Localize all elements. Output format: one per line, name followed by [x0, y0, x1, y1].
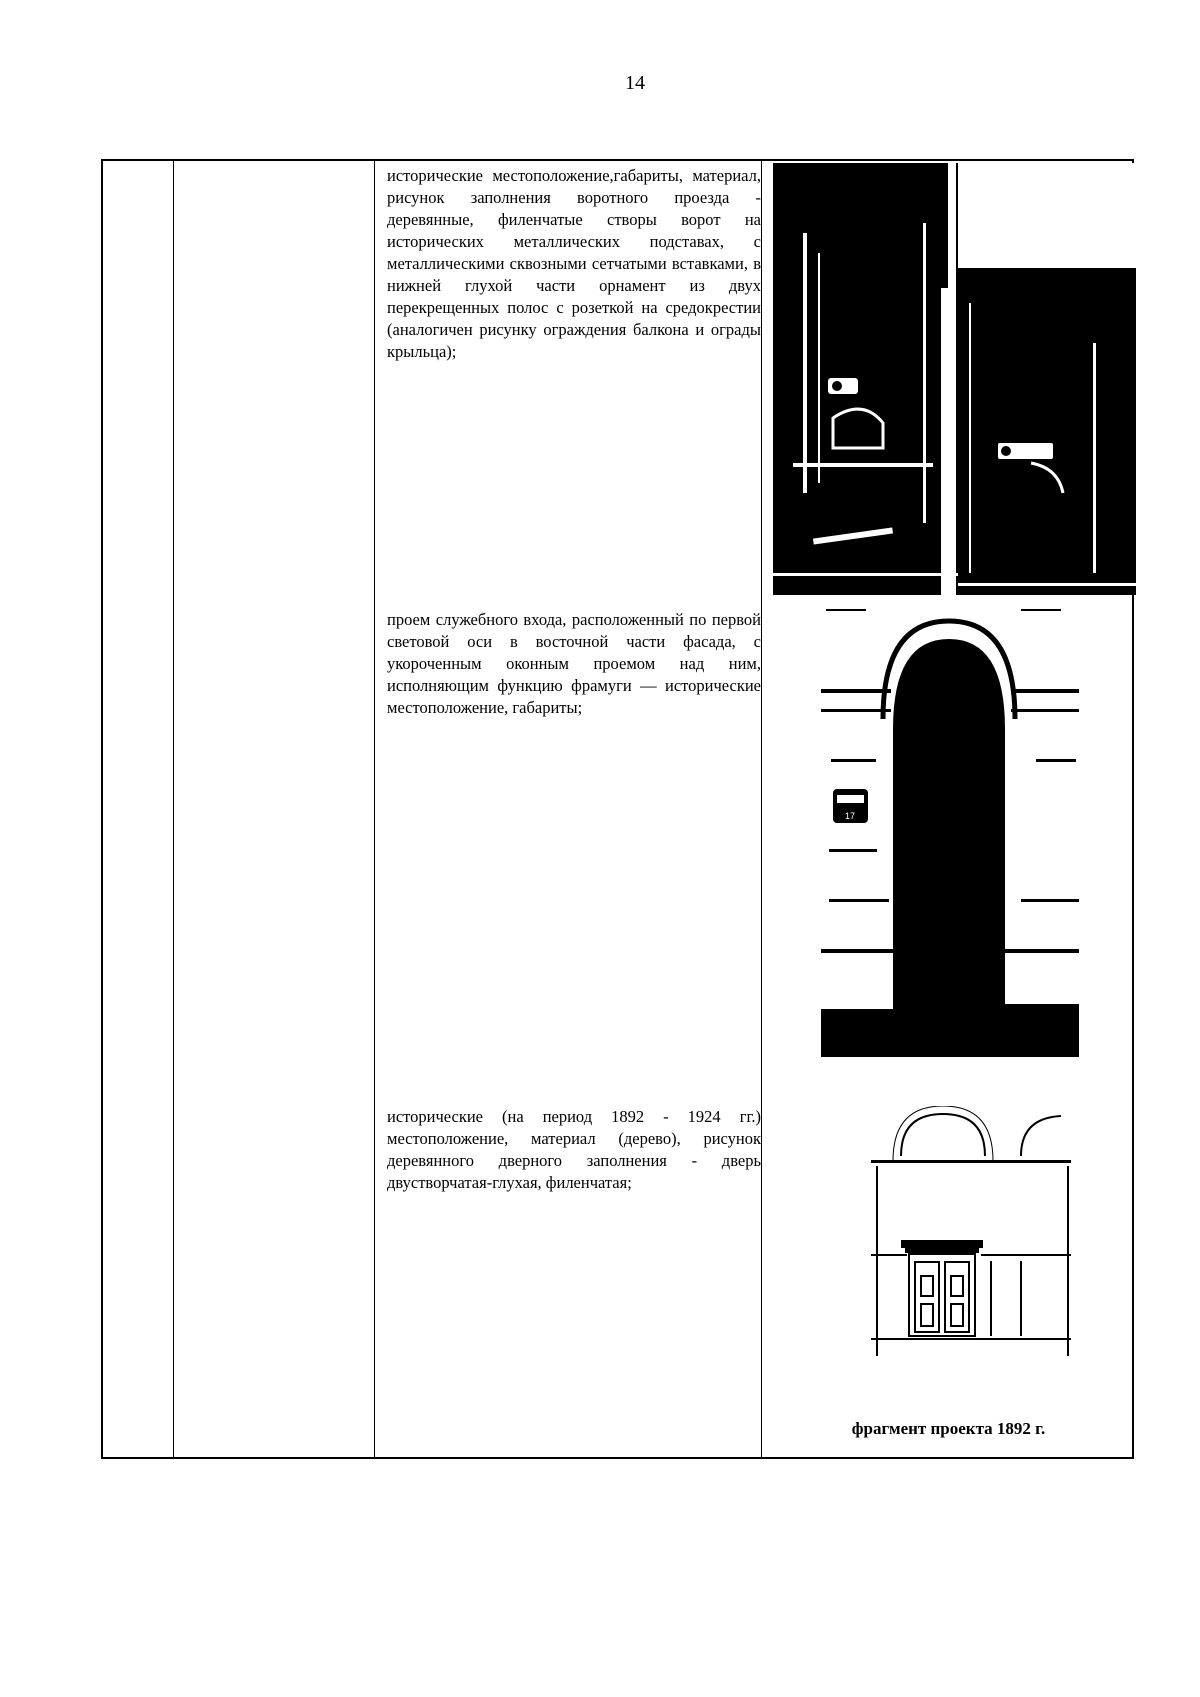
feature-description: исторические местоположение,габариты, материал, рисунок заполнения воротного проезда - деревянные, филенчатые створы ворот на исторических металлических подставах, с металлическими сквозными сетчатыми вставками, в нижней глухой части орнамент из двух перекрещенных полос с розеткой на средокрестии (аналогичен рисунку ограждения балкона и ограды крыльца);: [387, 166, 761, 361]
feature-description: проем служебного входа, расположенный по первой световой оси в восточной части фасада, с укороченным оконным проемом над ним, исполняющим функцию фрамуги — исторические местоположение, габариты;: [387, 610, 761, 717]
column-divider: [173, 161, 174, 1457]
image-column: [763, 161, 1134, 1457]
column-divider: [374, 161, 375, 1457]
service-entrance-photo: [821, 609, 1079, 1057]
column-divider: [761, 161, 762, 1457]
description-column: [387, 161, 761, 1457]
drawing-caption: фрагмент проекта 1892 г.: [851, 1419, 1046, 1438]
monument-features-table: [101, 159, 1134, 1459]
house-number-sign: 17: [844, 811, 856, 821]
page-number: 14: [625, 72, 645, 94]
door-project-drawing: [871, 1106, 1071, 1358]
gate-photo: [773, 163, 1136, 595]
feature-description: исторические (на период 1892 - 1924 гг.) местоположение, материал (дерево), рисунок деревянного дверного заполнения - дверь двустворчатая-глухая, филенчатая;: [387, 1107, 761, 1192]
